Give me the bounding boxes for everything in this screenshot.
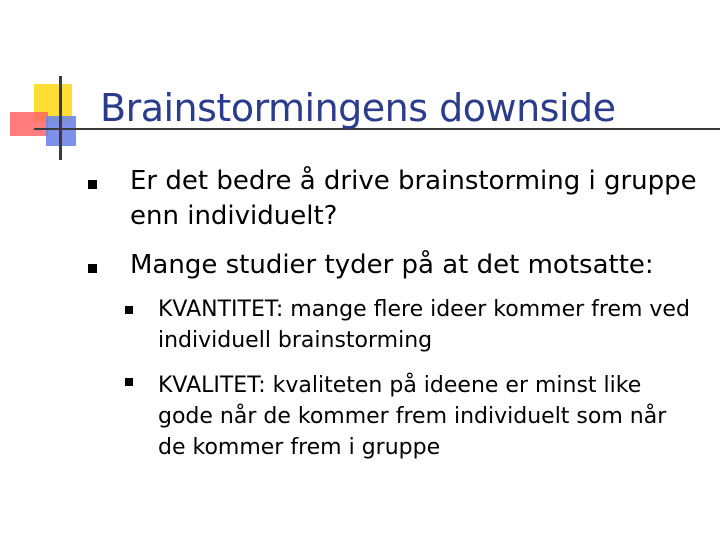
bullet-square-icon <box>88 264 97 273</box>
bullet-text: Mange studier tyder på at det motsatte: <box>130 250 654 280</box>
sub-bullet-square-icon <box>125 378 133 386</box>
sub-bullet-text: KVANTITET: mange flere ideer kommer frem ved individuell brainstorming <box>158 297 690 353</box>
bullet-square-icon <box>88 180 97 189</box>
bullet-text: Er det bedre å drive brainstorming i gruppe enn individuelt? <box>130 166 697 231</box>
sub-bullet-text: KVALITET: kvaliteten på ideene er minst like gode når de kommer frem individuelt som når de kommer frem i gruppe <box>158 373 667 460</box>
slide-title: Brainstormingens downside <box>100 86 616 130</box>
decor-vertical-line <box>59 76 62 160</box>
sub-bullet-square-icon <box>125 306 133 314</box>
decor-red-square <box>10 112 48 136</box>
